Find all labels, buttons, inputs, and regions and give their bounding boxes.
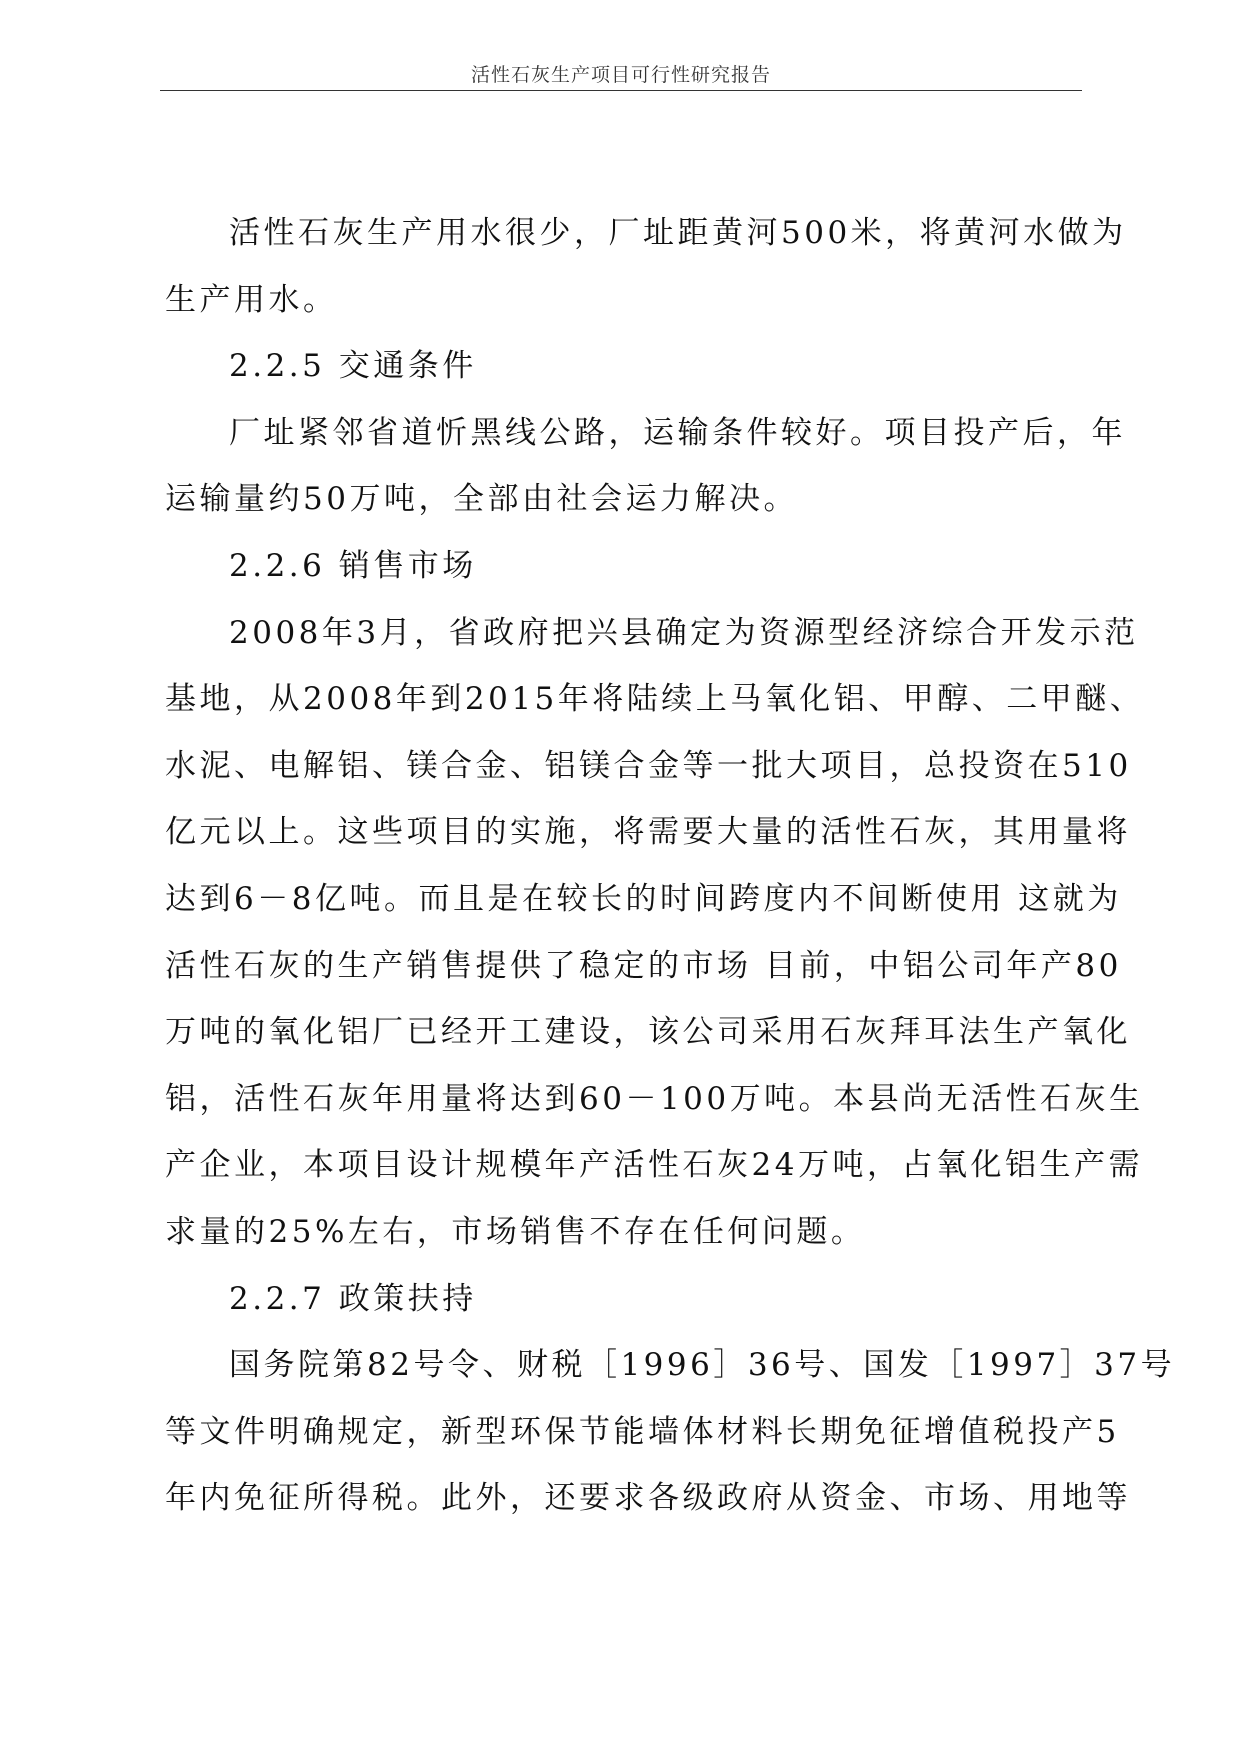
document-body <box>165 200 1176 1532</box>
page-header <box>160 50 1082 91</box>
paragraph-line: 产企业，本项目设计规模年产活性石灰24万吨，占氧化铝生产需 <box>165 1147 1143 1184</box>
page-header-title: 活性石灰生产项目可行性研究报告 <box>470 64 771 86</box>
paragraph-line: 活性石灰生产用水很少，厂址距黄河500米，将黄河水做为 <box>229 215 1127 251</box>
section-heading-2-2-7: 2.2.7 政策扶持 <box>229 1280 477 1317</box>
section-heading-2-2-6: 2.2.6 销售市场 <box>229 547 477 584</box>
paragraph-line: 水泥、电解铝、镁合金、铝镁合金等一批大项目，总投资在510 <box>165 747 1132 784</box>
paragraph-line: 2008年3月，省政府把兴县确定为资源型经济综合开发示范 <box>229 614 1139 651</box>
paragraph-line: 铝，活性石灰年用量将达到60－100万吨。本县尚无活性石灰生 <box>165 1080 1144 1117</box>
paragraph-line: 达到6－8亿吨。而且是在较长的时间跨度内不间断使用 这就为 <box>165 880 1122 917</box>
paragraph-line: 求量的25%左右，市场销售不存在任何问题。 <box>165 1213 866 1250</box>
paragraph-line: 亿元以上。这些项目的实施，将需要大量的活性石灰，其用量将 <box>165 814 1131 851</box>
paragraph-line: 万吨的氧化铝厂已经开工建设，该公司采用石灰拜耳法生产氧化 <box>165 1014 1131 1051</box>
paragraph-line: 等文件明确规定，新型环保节能墙体材料长期免征增值税投产5 <box>165 1413 1120 1450</box>
section-heading-2-2-5: 2.2.5 交通条件 <box>229 348 477 385</box>
paragraph-line: 年内免征所得税。此外，还要求各级政府从资金、市场、用地等 <box>165 1480 1131 1517</box>
paragraph-line: 基地，从2008年到2015年将陆续上马氧化铝、甲醇、二甲醚、 <box>165 681 1145 718</box>
paragraph-line: 生产用水。 <box>165 281 338 318</box>
paragraph-line: 国务院第82号令、财税［1996］36号、国发［1997］37号 <box>229 1347 1176 1384</box>
paragraph-line: 活性石灰的生产销售提供了稳定的市场 目前，中铝公司年产80 <box>165 947 1122 984</box>
paragraph-line: 运输量约50万吨，全部由社会运力解决。 <box>165 481 798 518</box>
paragraph-line: 厂址紧邻省道忻黑线公路，运输条件较好。项目投产后，年 <box>229 414 1126 451</box>
